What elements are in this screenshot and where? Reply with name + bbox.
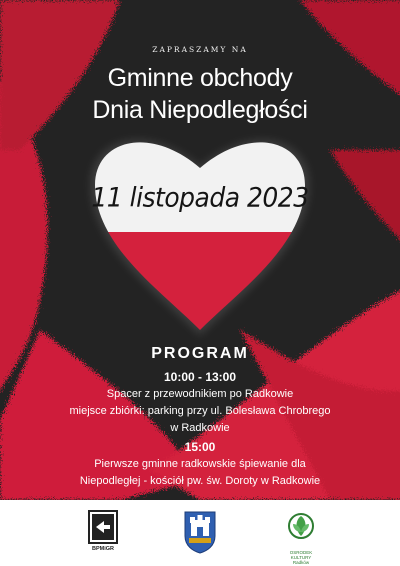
event2-time: 15:00 [184, 440, 216, 454]
leaf-icon [287, 510, 315, 548]
event1-time: 10:00 - 13:00 [163, 370, 237, 384]
invite-text: ZAPRASZAMY NA [152, 45, 248, 54]
library-logo [88, 510, 118, 554]
event-date: 11 listopada 2023 [91, 182, 309, 213]
culture-center-logo [287, 510, 315, 565]
library-logo-caption: BPMiGR [92, 546, 114, 552]
event2-line1: Pierwsze gminne radkowskie śpiewanie dla [94, 458, 306, 470]
event1-line3: w Radkowie [170, 422, 230, 434]
book-icon [88, 510, 118, 544]
culture-center-caption: OSRODEK KULTURY Radków [289, 550, 313, 565]
event1-line1: Spacer z przewodnikiem po Radkowie [106, 388, 294, 400]
coat-of-arms-logo [183, 510, 217, 559]
sponsor-footer [0, 500, 400, 566]
program-heading: PROGRAM [151, 345, 249, 362]
program-section [0, 345, 400, 490]
event2-line2: Niepodległej - kościół pw. św. Doroty w Radkowie [79, 475, 321, 487]
event1-line2: miejsce zbiórki: parking przy ul. Bolesława Chrobrego [69, 405, 331, 417]
event-title [0, 62, 400, 126]
title-line-2: Dnia Niepodległości [92, 96, 308, 124]
coat-of-arms-icon [183, 510, 217, 554]
title-line-1: Gminne obchody [107, 64, 293, 92]
heart [80, 120, 320, 342]
